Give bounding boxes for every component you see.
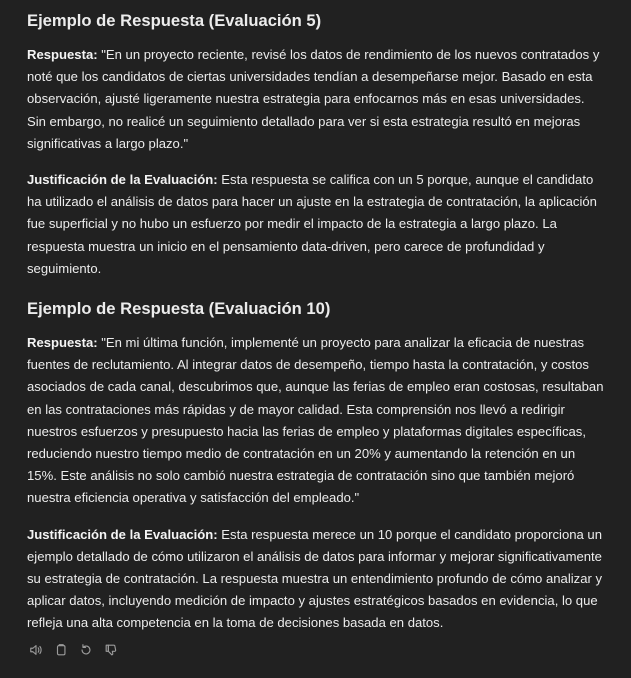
- answer-paragraph-eval-10: [27, 332, 605, 510]
- speaker-icon: [29, 643, 43, 657]
- justification-text: Esta respuesta merece un 10 porque el candidato proporciona un ejemplo detallado de cómo utilizaron el análisis de datos para informar y mejorar significativamente su estrategia de contratación. La respuesta muestra un entendimiento profundo de cómo analizar y aplicar datos, incluyendo medición de impacto y ajustes estratégicos basados en evidencia, lo que refleja una alta competencia en la toma de decisiones basada en datos.: [27, 526, 603, 631]
- bad-response-button[interactable]: [103, 642, 119, 658]
- justification-text: Esta respuesta se califica con un 5 porque, aunque el candidato ha utilizado el análisis de datos para hacer un ajuste en la estrategia de contratación, la aplicación fue superficial y no hubo un esfuerzo por medir el impacto de la estrategia a largo plazo. La respuesta muestra un inicio en el pensamiento data-driven, pero carece de profundidad y seguimiento.: [27, 172, 597, 276]
- answer-label: Respuesta:: [27, 335, 98, 351]
- justification-label: Justificación de la Evaluación:: [27, 172, 218, 188]
- copy-icon: [54, 643, 68, 657]
- answer-label: Respuesta:: [27, 47, 98, 62]
- message-actions: [27, 642, 605, 658]
- answer-paragraph-eval-5: [27, 44, 605, 155]
- section-heading-eval-10: Ejemplo de Respuesta (Evaluación 10): [27, 299, 331, 319]
- answer-text: "En mi última función, implementé un proyecto para analizar la eficacia de nuestras fuentes de reclutamiento. Al integrar datos de desempeño, tiempo hasta la contratación, y costos asociados de cada canal, descubrimos que, aunque las ferias de empleo eran costosas, resultaban en las contrataciones más rápidas y de mayor calidad. Esta comprensión nos llevó a redirigir nuestros esfuerzos y presupuesto hacia las ferias de empleo y plataformas digitales específicas, reduciendo nuestro tiempo medio de contratación en un 20% y aumentando la retención en un 15%. Este análisis no solo cambió nuestra estrategia de contratación sino que también mejoró nuestra eficiencia operativa y satisfacción del empleado.": [27, 335, 604, 506]
- justification-paragraph-eval-5: [27, 169, 605, 280]
- regenerate-icon: [79, 643, 93, 657]
- regenerate-button[interactable]: [78, 642, 94, 658]
- justification-paragraph-eval-10: [27, 524, 605, 635]
- copy-button[interactable]: [53, 642, 69, 658]
- read-aloud-button[interactable]: [28, 642, 44, 658]
- thumbs-down-icon: [104, 643, 118, 657]
- justification-label: Justificación de la Evaluación:: [27, 526, 218, 542]
- answer-text: "En un proyecto reciente, revisé los datos de rendimiento de los nuevos contratados y noté que los candidatos de ciertas universidades tendían a desempeñarse mejor. Basado en esta observación, ajusté ligeramente nuestra estrategia para enfocarnos más en esas universidades. Sin embargo, no realicé un seguimiento detallado para ver si esta estrategia resultó en mejoras significativas a largo plazo.": [27, 47, 600, 151]
- section-heading-eval-5: Ejemplo de Respuesta (Evaluación 5): [27, 11, 322, 30]
